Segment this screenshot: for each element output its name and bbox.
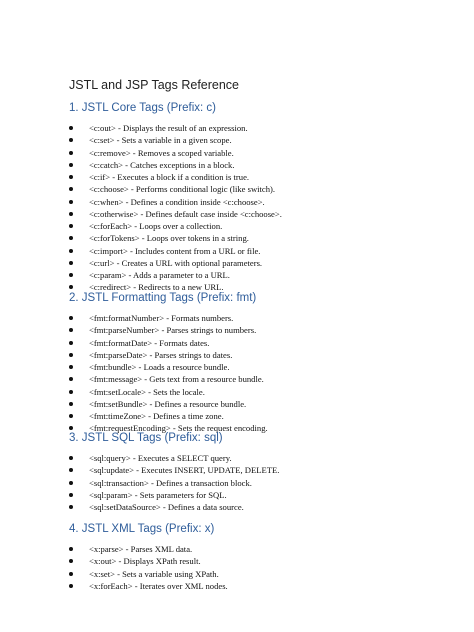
list-item	[69, 361, 268, 373]
bullet-icon	[69, 341, 73, 345]
list-item-text: <x:out> - Displays XPath result.	[89, 556, 201, 567]
list-item	[69, 324, 268, 336]
list-item-text: <sql:param> - Sets parameters for SQL.	[89, 489, 227, 500]
bullet-icon	[69, 468, 73, 472]
list-item-text: <sql:setDataSource> - Defines a data source.	[89, 502, 244, 513]
bullet-icon	[69, 285, 73, 289]
list-item	[69, 543, 228, 555]
list-item-text: <fmt:formatNumber> - Formats numbers.	[89, 313, 234, 323]
list-item	[69, 232, 282, 244]
list-item	[69, 159, 282, 171]
list-item-text: <c:forTokens> - Loops over tokens in a string.	[89, 233, 249, 244]
list-item	[69, 373, 268, 385]
list-item-text: <c:catch> - Catches exceptions in a block.	[89, 159, 235, 170]
section-heading: 4. JSTL XML Tags (Prefix: x)	[69, 523, 215, 535]
tag-list	[69, 122, 282, 294]
list-item-text: <fmt:requestEncoding> - Sets the request encoding.	[89, 423, 268, 434]
bullet-icon	[69, 559, 73, 563]
list-item-text: <fmt:bundle> - Loads a resource bundle.	[89, 362, 230, 373]
list-item-text: <c:otherwise> - Defines default case inside <c:choose>.	[89, 208, 282, 219]
bullet-icon	[69, 187, 73, 191]
list-item	[69, 134, 282, 146]
list-item-text: <c:if> - Executes a block if a condition is true.	[89, 172, 250, 183]
bullet-icon	[69, 249, 73, 253]
list-item	[69, 196, 282, 208]
list-item-text: <x:forEach> - Iterates over XML nodes.	[89, 580, 228, 591]
section-heading: 2. JSTL Formatting Tags (Prefix: fmt)	[69, 292, 257, 304]
list-item	[69, 122, 282, 134]
bullet-icon	[69, 138, 73, 142]
document-title: JSTL and JSP Tags Reference	[69, 78, 240, 92]
bullet-icon	[69, 151, 73, 155]
list-item-text: <c:when> - Defines a condition inside <c:choose>.	[89, 196, 265, 207]
bullet-icon	[69, 126, 73, 130]
list-item	[69, 386, 268, 398]
list-item-text: <fmt:formatDate> - Formats dates.	[89, 337, 210, 348]
list-item	[69, 501, 279, 513]
bullet-icon	[69, 163, 73, 167]
bullet-icon	[69, 224, 73, 228]
list-item-text: <fmt:timeZone> - Defines a time zone.	[89, 411, 224, 422]
bullet-icon	[69, 414, 73, 418]
bullet-icon	[69, 547, 73, 551]
section-xml-tags	[69, 521, 228, 592]
bullet-icon	[69, 584, 73, 588]
bullet-icon	[69, 481, 73, 485]
list-item	[69, 452, 279, 464]
bullet-icon	[69, 402, 73, 406]
list-item-text: <sql:update> - Executes INSERT, UPDATE, DELETE.	[89, 465, 280, 476]
tag-list	[69, 452, 279, 513]
list-item	[69, 220, 282, 232]
section-heading: 3. JSTL SQL Tags (Prefix: sql)	[69, 432, 223, 444]
tag-list	[69, 312, 268, 435]
list-item-text: <x:parse> - Parses XML data.	[89, 544, 193, 554]
bullet-icon	[69, 456, 73, 460]
list-item	[69, 312, 268, 324]
list-item	[69, 269, 282, 281]
section-formatting-tags	[69, 290, 268, 435]
list-item	[69, 337, 268, 349]
list-item	[69, 398, 268, 410]
bullet-icon	[69, 365, 73, 369]
list-item	[69, 555, 228, 567]
list-item-text: <c:choose> - Performs conditional logic (like switch).	[89, 184, 276, 195]
list-item-text: <fmt:setLocale> - Sets the locale.	[89, 386, 205, 397]
bullet-icon	[69, 261, 73, 265]
list-item-text: <x:set> - Sets a variable using XPath.	[89, 568, 219, 579]
list-item-text: <c:param> - Adds a parameter to a URL.	[89, 270, 230, 281]
bullet-icon	[69, 377, 73, 381]
list-item	[69, 464, 279, 476]
list-item-text: <c:out> - Displays the result of an expression.	[89, 123, 248, 133]
list-item-text: <c:import> - Includes content from a URL or file.	[89, 245, 261, 256]
list-item	[69, 208, 282, 220]
list-item	[69, 580, 228, 592]
list-item	[69, 489, 279, 501]
bullet-icon	[69, 236, 73, 240]
section-heading: 1. JSTL Core Tags (Prefix: c)	[69, 102, 216, 114]
bullet-icon	[69, 505, 73, 509]
list-item-text: <c:remove> - Removes a scoped variable.	[89, 147, 234, 158]
list-item-text: <sql:query> - Executes a SELECT query.	[89, 453, 232, 463]
bullet-icon	[69, 353, 73, 357]
list-item-text: <c:url> - Creates a URL with optional parameters.	[89, 257, 263, 268]
list-item-text: <c:redirect> - Redirects to a new URL.	[89, 282, 224, 293]
list-item	[69, 183, 282, 195]
section-core-tags	[69, 100, 282, 294]
list-item-text: <sql:transaction> - Defines a transaction block.	[89, 477, 252, 488]
section-sql-tags	[69, 430, 279, 513]
bullet-icon	[69, 316, 73, 320]
list-item	[69, 349, 268, 361]
bullet-icon	[69, 200, 73, 204]
list-item	[69, 568, 228, 580]
list-item-text: <c:forEach> - Loops over a collection.	[89, 221, 223, 232]
bullet-icon	[69, 273, 73, 277]
list-item	[69, 477, 279, 489]
bullet-icon	[69, 390, 73, 394]
list-item	[69, 147, 282, 159]
tag-list	[69, 543, 228, 592]
list-item-text: <fmt:parseDate> - Parses strings to dates.	[89, 349, 233, 360]
list-item-text: <c:set> - Sets a variable in a given scope.	[89, 135, 232, 146]
list-item	[69, 171, 282, 183]
list-item-text: <fmt:parseNumber> - Parses strings to numbers.	[89, 325, 257, 336]
bullet-icon	[69, 212, 73, 216]
bullet-icon	[69, 572, 73, 576]
bullet-icon	[69, 328, 73, 332]
list-item	[69, 257, 282, 269]
list-item-text: <fmt:setBundle> - Defines a resource bundle.	[89, 398, 247, 409]
list-item-text: <fmt:message> - Gets text from a resource bundle.	[89, 374, 264, 385]
list-item	[69, 245, 282, 257]
bullet-icon	[69, 493, 73, 497]
bullet-icon	[69, 175, 73, 179]
list-item	[69, 410, 268, 422]
